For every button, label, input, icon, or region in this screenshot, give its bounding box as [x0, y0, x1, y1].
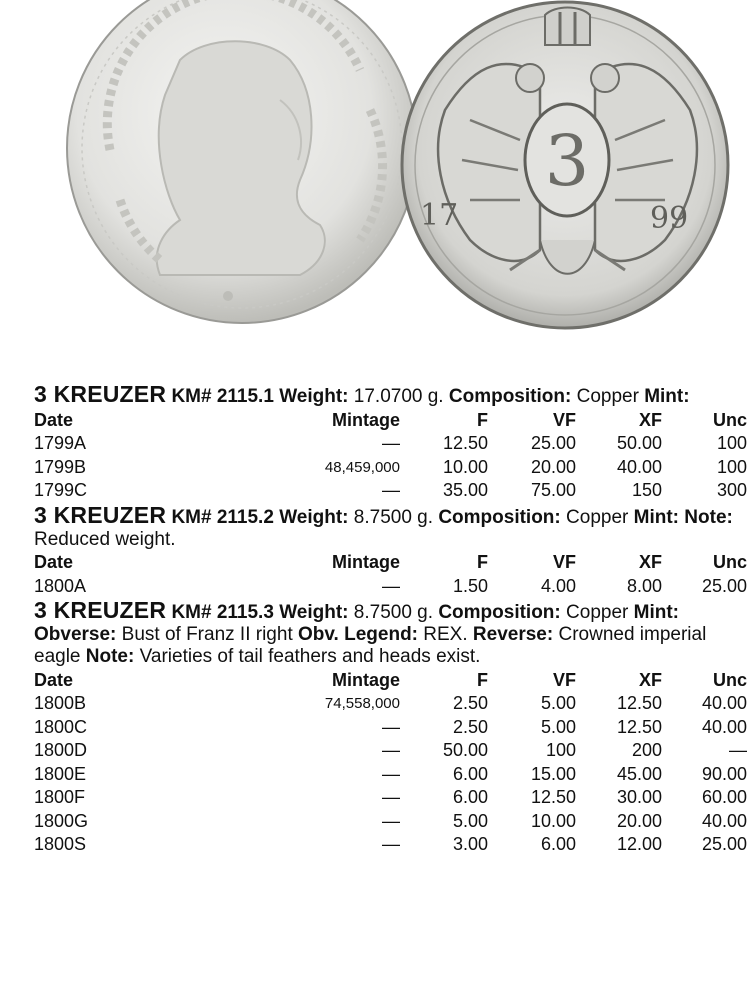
weight-value: 8.7500 g.	[353, 506, 434, 528]
date-cell: 1800E	[34, 763, 87, 784]
price-cell: 25.00	[701, 834, 747, 855]
column-header: Date	[34, 409, 74, 430]
mintage-cell: 48,459,000	[324, 458, 400, 476]
price-cell: 3.00	[452, 834, 488, 855]
coin-denomination: 3 KREUZER	[34, 501, 167, 528]
price-cell: 100	[716, 456, 747, 477]
column-header: F	[477, 669, 488, 690]
composition-label: Composition:	[448, 386, 572, 407]
mint-label: Mint:	[633, 506, 680, 528]
date-cell: 1800F	[34, 787, 86, 808]
mintage-cell: —	[382, 575, 400, 596]
composition-value: Copper	[576, 386, 639, 407]
price-cell: 12.50	[530, 787, 576, 808]
date-cell: 1800B	[34, 693, 87, 714]
km-number: KM# 2115.2	[171, 506, 274, 528]
date-cell: 1800S	[34, 834, 87, 855]
price-cell: 5.00	[540, 693, 576, 714]
price-cell: 100	[716, 433, 747, 454]
column-header: F	[477, 409, 488, 430]
price-cell: 45.00	[616, 763, 662, 784]
price-cell: 8.00	[626, 575, 662, 596]
km-number: KM# 2115.3	[171, 602, 274, 623]
price-cell: 150	[631, 480, 662, 501]
mint-label: Mint:	[633, 602, 680, 623]
price-cell: 50.00	[442, 740, 488, 761]
price-cell: 6.00	[540, 834, 576, 855]
weight-label: Weight:	[279, 602, 349, 623]
price-cell: 40.00	[701, 810, 747, 831]
date-cell: 1800A	[34, 575, 87, 596]
price-cell: 12.50	[442, 433, 488, 454]
table-row	[34, 692, 749, 716]
table-row	[34, 716, 749, 740]
price-cell: 2.50	[452, 716, 488, 737]
price-cell: 25.00	[701, 575, 747, 596]
coin-photographs	[0, 0, 749, 340]
date-cell: 1799C	[34, 480, 88, 501]
mintage-cell: —	[382, 716, 400, 737]
table-row	[34, 432, 749, 456]
column-header: Date	[34, 552, 74, 572]
mintage-cell: 74,558,000	[324, 695, 400, 713]
price-cell: 40.00	[616, 456, 662, 477]
entry-heading	[34, 599, 749, 668]
price-cell: 12.50	[616, 716, 662, 737]
catalog-entry	[34, 501, 749, 599]
mintage-cell: —	[382, 763, 400, 784]
price-cell: 2.50	[452, 693, 488, 714]
date-cell: 1799B	[34, 456, 87, 477]
coin-reverse	[402, 2, 728, 328]
table-row	[34, 575, 749, 599]
weight-value: 17.0700 g.	[353, 386, 444, 407]
date-cell: 1800D	[34, 740, 88, 761]
mintage-cell: —	[382, 740, 400, 761]
coin-catalog	[34, 383, 749, 857]
price-cell: 5.00	[540, 716, 576, 737]
column-header: XF	[638, 552, 662, 572]
weight-label: Weight:	[279, 386, 349, 407]
table-header-row	[34, 668, 749, 692]
price-table	[34, 408, 749, 503]
price-cell: 20.00	[530, 456, 576, 477]
price-cell: 6.00	[452, 787, 488, 808]
date-cell: 1800G	[34, 810, 89, 831]
table-row	[34, 786, 749, 810]
weight-value: 8.7500 g.	[353, 602, 434, 623]
price-cell: 30.00	[616, 787, 662, 808]
mint-label: Mint:	[644, 386, 690, 407]
price-cell: 50.00	[616, 433, 662, 454]
table-row	[34, 739, 749, 763]
field-text: Bust of Franz II right	[121, 624, 293, 645]
mintage-cell: —	[382, 834, 400, 855]
field-label: Note:	[85, 646, 135, 667]
field-text: Varieties of tail feathers and heads exist.	[139, 646, 481, 667]
km-number: KM# 2115.1	[171, 386, 274, 407]
column-header: XF	[638, 409, 662, 430]
table-row	[34, 810, 749, 834]
column-header: Mintage	[331, 669, 400, 690]
price-cell: 90.00	[701, 763, 747, 784]
column-header: Unc	[712, 409, 747, 430]
weight-label: Weight:	[279, 506, 349, 528]
column-header: F	[477, 552, 488, 572]
mintage-cell: —	[382, 810, 400, 831]
column-header: XF	[638, 669, 662, 690]
price-cell: 20.00	[616, 810, 662, 831]
price-cell: 1.50	[452, 575, 488, 596]
entry-heading	[34, 383, 749, 408]
composition-label: Composition:	[438, 602, 561, 623]
price-cell: 75.00	[530, 480, 576, 501]
field-text: Reduced weight.	[34, 528, 176, 550]
table-row	[34, 833, 749, 857]
column-header: VF	[552, 409, 576, 430]
price-cell: 25.00	[530, 433, 576, 454]
table-header-row	[34, 408, 749, 432]
column-header: VF	[552, 552, 576, 572]
price-cell: 6.00	[452, 763, 488, 784]
column-header: Mintage	[331, 552, 400, 572]
svg-text:17: 17	[420, 198, 459, 233]
price-cell: —	[729, 740, 747, 761]
price-cell: 4.00	[540, 575, 576, 596]
price-table	[34, 551, 749, 599]
date-cell: 1800C	[34, 716, 88, 737]
entry-heading	[34, 501, 749, 551]
column-header: Mintage	[331, 409, 400, 430]
price-cell: 10.00	[442, 456, 488, 477]
date-cell: 1799A	[34, 433, 87, 454]
price-cell: 100	[545, 740, 576, 761]
price-table	[34, 668, 749, 857]
coin-denomination: 3 KREUZER	[34, 597, 167, 623]
column-header: VF	[552, 669, 576, 690]
table-row	[34, 763, 749, 787]
field-label: Reverse:	[472, 624, 554, 645]
field-text: REX.	[423, 624, 468, 645]
field-text: Crowned imperial eagle	[34, 624, 707, 667]
table-row	[34, 456, 749, 480]
svg-text:99: 99	[650, 201, 689, 236]
field-label: Note:	[684, 506, 733, 528]
field-label: Obverse:	[34, 624, 117, 645]
mintage-cell: —	[382, 433, 400, 454]
column-header: Unc	[712, 552, 747, 572]
price-cell: 10.00	[530, 810, 576, 831]
composition-value: Copper	[566, 602, 629, 623]
table-header-row	[34, 551, 749, 575]
field-label: Obv. Legend:	[298, 624, 418, 645]
coin-obverse	[67, 0, 417, 323]
composition-value: Copper	[566, 506, 629, 528]
table-row	[34, 479, 749, 503]
price-cell: 60.00	[701, 787, 747, 808]
price-cell: 12.50	[616, 693, 662, 714]
mintage-cell: —	[382, 787, 400, 808]
price-cell: 12.00	[616, 834, 662, 855]
price-cell: 5.00	[452, 810, 488, 831]
price-cell: 200	[631, 740, 662, 761]
price-cell: 15.00	[530, 763, 576, 784]
composition-label: Composition:	[438, 506, 561, 528]
catalog-entry	[34, 383, 749, 503]
column-header: Unc	[712, 669, 747, 690]
price-cell: 300	[716, 480, 747, 501]
column-header: Date	[34, 669, 74, 690]
coin-denomination: 3 KREUZER	[34, 381, 167, 407]
mintage-cell: —	[382, 480, 400, 501]
price-cell: 40.00	[701, 693, 747, 714]
price-cell: 35.00	[442, 480, 488, 501]
price-cell: 40.00	[701, 716, 747, 737]
svg-text:3: 3	[544, 120, 590, 202]
catalog-entry	[34, 599, 749, 857]
